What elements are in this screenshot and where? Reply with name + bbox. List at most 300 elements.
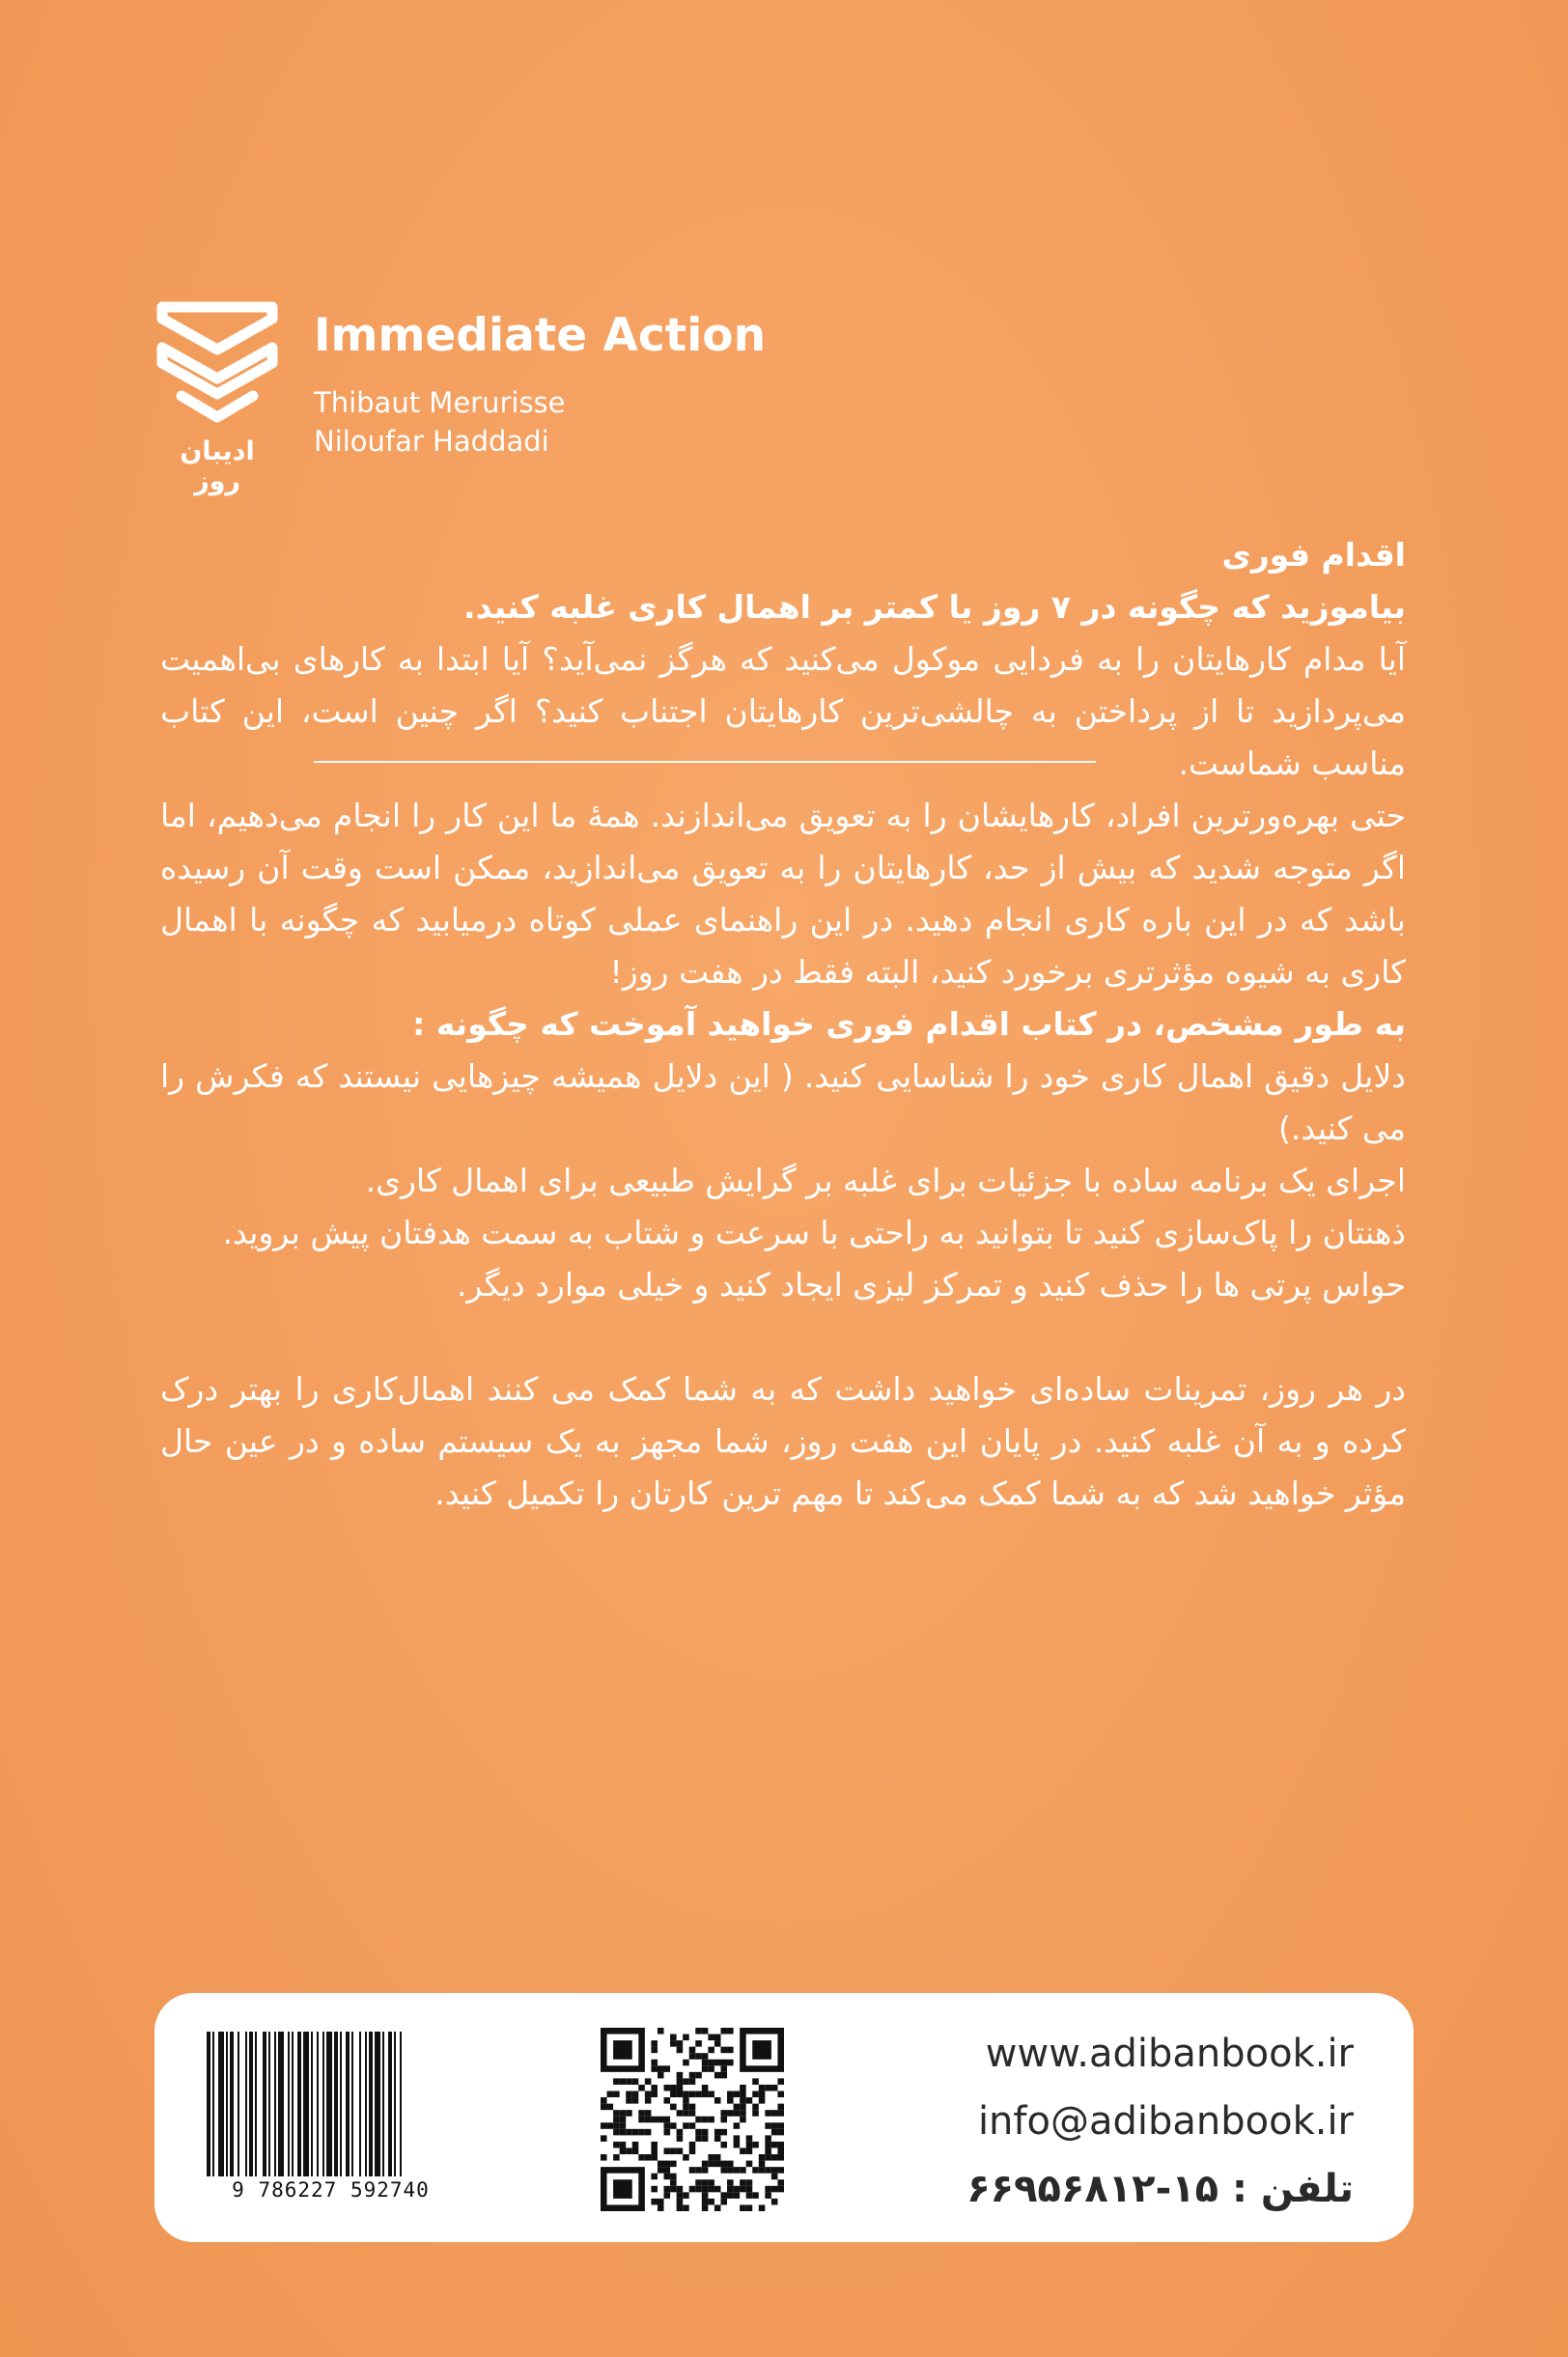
qr-module (752, 2192, 759, 2199)
qr-module (734, 2104, 741, 2111)
qr-module (746, 2186, 753, 2193)
qr-module (645, 2078, 652, 2085)
qr-module (632, 2129, 639, 2136)
qr-module (708, 2060, 714, 2066)
qr-module (702, 2091, 709, 2098)
qr-finder-center (752, 2040, 771, 2060)
qr-module (651, 2040, 658, 2047)
barcode-bar (288, 2032, 290, 2176)
qr-module (658, 2117, 664, 2123)
qr-module (664, 2174, 671, 2180)
qr-module (702, 2204, 709, 2211)
qr-module (632, 2078, 639, 2085)
book-credits (314, 383, 1096, 461)
barcode-bar (326, 2032, 332, 2176)
qr-module (601, 2154, 607, 2161)
qr-module (626, 2078, 632, 2085)
qr-module (771, 2142, 778, 2148)
qr-module (651, 2186, 658, 2193)
qr-module (752, 2104, 759, 2111)
qr-module (727, 2179, 734, 2186)
qr-module (677, 2040, 684, 2047)
qr-module (689, 2047, 696, 2054)
qr-module (727, 2110, 734, 2117)
qr-module (765, 2147, 771, 2154)
qr-module (677, 2091, 684, 2098)
qr-module (670, 2040, 677, 2047)
qr-module (702, 2167, 709, 2174)
qr-module (777, 2142, 784, 2148)
qr-module (695, 2040, 702, 2047)
barcode-bar (334, 2032, 338, 2176)
qr-module (714, 2161, 721, 2168)
qr-module (777, 2091, 784, 2098)
qr-module (658, 2072, 664, 2079)
qr-module (746, 2179, 753, 2186)
qr-module (720, 2047, 727, 2054)
qr-module (677, 2186, 684, 2193)
qr-module (771, 2154, 778, 2161)
qr-module (714, 2135, 721, 2142)
publisher-logo (154, 299, 280, 496)
qr-module (683, 2078, 689, 2085)
qr-module (620, 2147, 627, 2154)
barcode (203, 2032, 459, 2198)
qr-module (765, 2085, 771, 2091)
barcode-bar (226, 2032, 228, 2176)
qr-module (759, 2091, 766, 2098)
barcode-bar (317, 2032, 319, 2176)
qr-module (626, 2097, 632, 2104)
header (154, 299, 966, 496)
barcode-bar (255, 2032, 257, 2176)
qr-module (613, 2117, 620, 2123)
qr-module (727, 2091, 734, 2098)
qr-module (658, 2028, 664, 2034)
qr-module (702, 2179, 709, 2186)
qr-module (746, 2097, 753, 2104)
qr-module (613, 2142, 620, 2148)
list-item: اجرای یک برنامه ساده با جزئیات برای غلبه بر گرایش طبیعی برای اهمال کاری. (365, 1162, 1406, 1199)
qr-module (714, 2129, 721, 2136)
qr-module (702, 2192, 709, 2199)
qr-module (740, 2179, 746, 2186)
qr-module (626, 2091, 632, 2098)
qr-module (651, 2117, 658, 2123)
qr-module (714, 2040, 721, 2047)
barcode-bar (230, 2032, 234, 2176)
qr-module (677, 2047, 684, 2054)
qr-module (632, 2142, 639, 2148)
barcode-bar (311, 2032, 313, 2176)
qr-module (632, 2091, 639, 2098)
qr-module (677, 2135, 684, 2142)
qr-module (708, 2154, 714, 2161)
author-name: Thibaut Merurisse (314, 386, 566, 419)
qr-module (689, 2078, 696, 2085)
qr-module (740, 2117, 746, 2123)
qr-module (708, 2091, 714, 2098)
qr-module (714, 2204, 721, 2211)
qr-module (746, 2192, 753, 2199)
qr-module (683, 2122, 689, 2129)
qr-module (651, 2147, 658, 2154)
qr-module (670, 2091, 677, 2098)
qr-module (702, 2135, 709, 2142)
qr-module (689, 2053, 696, 2060)
qr-module (638, 2129, 645, 2136)
qr-module (702, 2161, 709, 2168)
qr-module (607, 2091, 614, 2098)
qr-module (695, 2072, 702, 2079)
qr-module (720, 2028, 727, 2034)
qr-module (638, 2085, 645, 2091)
qr-module (601, 2104, 607, 2111)
qr-module (683, 2204, 689, 2211)
barcode-bar (297, 2032, 301, 2176)
qr-module (702, 2129, 709, 2136)
qr-module (740, 2204, 746, 2211)
qr-module (771, 2167, 778, 2174)
qr-module (702, 2199, 709, 2205)
translator-name: Niloufar Haddadi (314, 425, 549, 458)
qr-module (601, 2097, 607, 2104)
qr-module (777, 2110, 784, 2117)
book-title-en: Immediate Action (314, 309, 767, 362)
email-link[interactable]: info@adibanbook.ir (977, 2099, 1354, 2144)
qr-module (720, 2060, 727, 2066)
qr-module (714, 2034, 721, 2041)
qr-module (708, 2065, 714, 2072)
book-title-fa: اقدام فوری (1221, 536, 1406, 574)
qr-module (695, 2129, 702, 2136)
qr-module (720, 2117, 727, 2123)
qr-module (689, 2072, 696, 2079)
qr-module (677, 2147, 684, 2154)
barcode-bar (346, 2032, 350, 2176)
qr-module (777, 2129, 784, 2136)
qr-module (651, 2065, 658, 2072)
barcode-icon (203, 2032, 459, 2176)
qr-module (664, 2129, 671, 2136)
qr-module (734, 2142, 741, 2148)
qr-module (689, 2186, 696, 2193)
qr-module (702, 2117, 709, 2123)
qr-module (734, 2110, 741, 2117)
qr-module (740, 2110, 746, 2117)
barcode-bar (322, 2032, 324, 2176)
qr-module (626, 2147, 632, 2154)
qr-module (765, 2135, 771, 2142)
qr-module (759, 2085, 766, 2091)
qr-module (632, 2147, 639, 2154)
qr-module (645, 2091, 652, 2098)
barcode-bar (303, 2032, 309, 2176)
qr-module (746, 2161, 753, 2168)
qr-module (752, 2110, 759, 2117)
qr-finder-center (613, 2179, 632, 2199)
qr-module (777, 2179, 784, 2186)
barcode-bar (340, 2032, 342, 2176)
qr-module (771, 2199, 778, 2205)
qr-module (664, 2117, 671, 2123)
barcode-bar (359, 2032, 361, 2176)
qr-module (645, 2117, 652, 2123)
qr-module (620, 2078, 627, 2085)
qr-module (620, 2129, 627, 2136)
qr-module (695, 2028, 702, 2034)
qr-module (613, 2078, 620, 2085)
barcode-bar (388, 2032, 392, 2176)
qr-module (689, 2122, 696, 2129)
qr-module (765, 2142, 771, 2148)
qr-module (708, 2047, 714, 2054)
barcode-bar (365, 2032, 367, 2176)
barcode-bar (394, 2032, 396, 2176)
qr-module (695, 2091, 702, 2098)
qr-module (664, 2192, 671, 2199)
qr-module (759, 2167, 766, 2174)
qr-module (638, 2154, 645, 2161)
qr-module (651, 2060, 658, 2066)
publisher-logo-icon (154, 299, 280, 435)
closing-paragraph: در هر روز، تمرینات ساده‌ای خواهید داشت که به شما کمک می کنند اهمال‌کاری را بهتر درک کرده و به آن غلبه کنید. در پایان این هفت روز، شما مجهز به یک سیستم ساده و در عین حال مؤثر خواهید شد که به شما کمک می‌کند تا مهم ترین کارتان را تکمیل کنید. (160, 1370, 1406, 1512)
qr-module (677, 2072, 684, 2079)
qr-module (645, 2129, 652, 2136)
qr-module (645, 2097, 652, 2104)
qr-module (708, 2161, 714, 2168)
qr-module (708, 2034, 714, 2041)
qr-module (714, 2060, 721, 2066)
barcode-bar (207, 2032, 210, 2176)
qr-module (708, 2199, 714, 2205)
qr-module (677, 2085, 684, 2091)
barcode-bar (212, 2032, 214, 2176)
qr-module (689, 2104, 696, 2111)
qr-module (740, 2104, 746, 2111)
qr-module (664, 2161, 671, 2168)
phone-number: تلفن : ۱۵-۶۶۹۵۶۸۱۲ (966, 2167, 1354, 2211)
qr-module (613, 2122, 620, 2129)
qr-module (765, 2192, 771, 2199)
barcode-bar (375, 2032, 380, 2176)
qr-module (734, 2167, 741, 2174)
qr-module (664, 2167, 671, 2174)
qr-module (727, 2167, 734, 2174)
qr-module (651, 2047, 658, 2054)
qr-module (658, 2065, 664, 2072)
qr-module (734, 2091, 741, 2098)
qr-module (727, 2186, 734, 2193)
qr-module (683, 2034, 689, 2041)
footer-panel (154, 1993, 1414, 2242)
barcode-bar (263, 2032, 266, 2176)
list-heading: به طور مشخص، در کتاب اقدام فوری خواهید آموخت که چگونه : (412, 1005, 1406, 1043)
qr-module (746, 2204, 753, 2211)
qr-module (720, 2161, 727, 2168)
qr-module (677, 2199, 684, 2205)
qr-module (677, 2110, 684, 2117)
qr-code (601, 2028, 784, 2211)
qr-module (658, 2167, 664, 2174)
qr-module (720, 2192, 727, 2199)
qr-module (626, 2129, 632, 2136)
barcode-bar (274, 2032, 276, 2176)
qr-module (670, 2179, 677, 2186)
qr-module (683, 2091, 689, 2098)
qr-module (651, 2142, 658, 2148)
barcode-bar (382, 2032, 384, 2176)
qr-module (695, 2053, 702, 2060)
qr-module (708, 2186, 714, 2193)
qr-module (771, 2186, 778, 2193)
barcode-bar (351, 2032, 353, 2176)
qr-module (746, 2135, 753, 2142)
qr-module (727, 2192, 734, 2199)
qr-module (777, 2147, 784, 2154)
qr-module (777, 2078, 784, 2085)
publisher-logo-text: ادیبان روز (180, 436, 255, 496)
qr-module (677, 2204, 684, 2211)
qr-module (664, 2147, 671, 2154)
barcode-bar (292, 2032, 294, 2176)
qr-module (658, 2199, 664, 2205)
qr-module (664, 2097, 671, 2104)
qr-module (765, 2167, 771, 2174)
qr-module (714, 2154, 721, 2161)
qr-module (670, 2034, 677, 2041)
qr-module (734, 2122, 741, 2129)
isbn-number: 9 786227 592740 (232, 2178, 430, 2202)
qr-module (752, 2142, 759, 2148)
back-cover-text (160, 529, 1406, 1520)
qr-module (720, 2167, 727, 2174)
book-subtitle-fa: بیاموزید که چگونه در ۷ روز یا کمتر بر اهمال کاری غلبه کنید. (463, 588, 1406, 626)
qr-module (765, 2186, 771, 2193)
qr-module (651, 2085, 658, 2091)
qr-module (620, 2117, 627, 2123)
qr-module (651, 2199, 658, 2205)
qr-module (759, 2161, 766, 2168)
qr-module (613, 2091, 620, 2098)
barcode-bar (400, 2032, 402, 2176)
qr-module (689, 2091, 696, 2098)
qr-module (777, 2167, 784, 2174)
barcode-bar (268, 2032, 270, 2176)
qr-module (740, 2147, 746, 2154)
qr-module (771, 2122, 778, 2129)
qr-module (670, 2186, 677, 2193)
paragraph-spacer (160, 1311, 1406, 1363)
qr-module (664, 2186, 671, 2193)
qr-module (759, 2097, 766, 2104)
qr-module (752, 2078, 759, 2085)
qr-module (727, 2028, 734, 2034)
qr-module (740, 2167, 746, 2174)
qr-module (689, 2167, 696, 2174)
qr-module (720, 2110, 727, 2117)
qr-module (765, 2110, 771, 2117)
qr-module (620, 2122, 627, 2129)
qr-module (670, 2147, 677, 2154)
qr-module (702, 2085, 709, 2091)
qr-module (664, 2085, 671, 2091)
qr-module (720, 2129, 727, 2136)
qr-module (670, 2085, 677, 2091)
qr-module (720, 2199, 727, 2205)
qr-module (613, 2129, 620, 2136)
qr-module (740, 2085, 746, 2091)
qr-module (765, 2122, 771, 2129)
qr-module (752, 2091, 759, 2098)
qr-module (734, 2135, 741, 2142)
barcode-bar (278, 2032, 284, 2176)
qr-module (683, 2104, 689, 2111)
qr-module (702, 2060, 709, 2066)
qr-module (651, 2174, 658, 2180)
intro-paragraph-1: آیا مدام کارهایتان را به فردایی موکول می‌کنید که هرگز نمی‌آید؟ آیا ابتدا به کارهای بی‌اهمیت می‌پردازید تا از پرداختن به چالشی‌ترین کارهایتان اجتناب کنید؟ اگر چنین است، این کتاب مناسب شماست. (160, 640, 1406, 782)
qr-module (777, 2122, 784, 2129)
book-titles (314, 299, 1096, 461)
barcode-bar (238, 2032, 239, 2176)
qr-module (638, 2117, 645, 2123)
qr-module (727, 2047, 734, 2054)
qr-module (677, 2078, 684, 2085)
qr-module (734, 2192, 741, 2199)
qr-module (601, 2122, 607, 2129)
qr-module (765, 2154, 771, 2161)
qr-module (670, 2104, 677, 2111)
qr-module (664, 2122, 671, 2129)
qr-module (714, 2097, 721, 2104)
qr-finder-center (613, 2040, 632, 2060)
qr-module (645, 2154, 652, 2161)
qr-module (683, 2060, 689, 2066)
qr-module (607, 2104, 614, 2111)
qr-module (651, 2091, 658, 2098)
qr-module (714, 2186, 721, 2193)
qr-module (638, 2110, 645, 2117)
qr-module (734, 2186, 741, 2193)
qr-module (771, 2110, 778, 2117)
qr-module (771, 2085, 778, 2091)
qr-module (683, 2110, 689, 2117)
qr-module (740, 2097, 746, 2104)
barcode-bar (218, 2032, 224, 2176)
qr-module (601, 2135, 607, 2142)
qr-module (695, 2167, 702, 2174)
qr-module (759, 2204, 766, 2211)
qr-module (664, 2065, 671, 2072)
qr-module (720, 2065, 727, 2072)
qr-module (677, 2192, 684, 2199)
qr-module (626, 2110, 632, 2117)
barcode-bar (245, 2032, 247, 2176)
qr-module (777, 2186, 784, 2193)
qr-module (651, 2154, 658, 2161)
qr-module (645, 2110, 652, 2117)
qr-module (727, 2161, 734, 2168)
qr-module (607, 2122, 614, 2129)
website-link[interactable]: www.adibanbook.ir (985, 2032, 1354, 2076)
qr-module (695, 2135, 702, 2142)
list-item: حواس پرتی ها را حذف کنید و تمرکز لیزی ایجاد کنید و خیلی موارد دیگر. (456, 1266, 1406, 1304)
qr-module (746, 2147, 753, 2154)
qr-module (740, 2186, 746, 2193)
contact-info (852, 2020, 1354, 2223)
qr-module (702, 2028, 709, 2034)
qr-module (695, 2117, 702, 2123)
